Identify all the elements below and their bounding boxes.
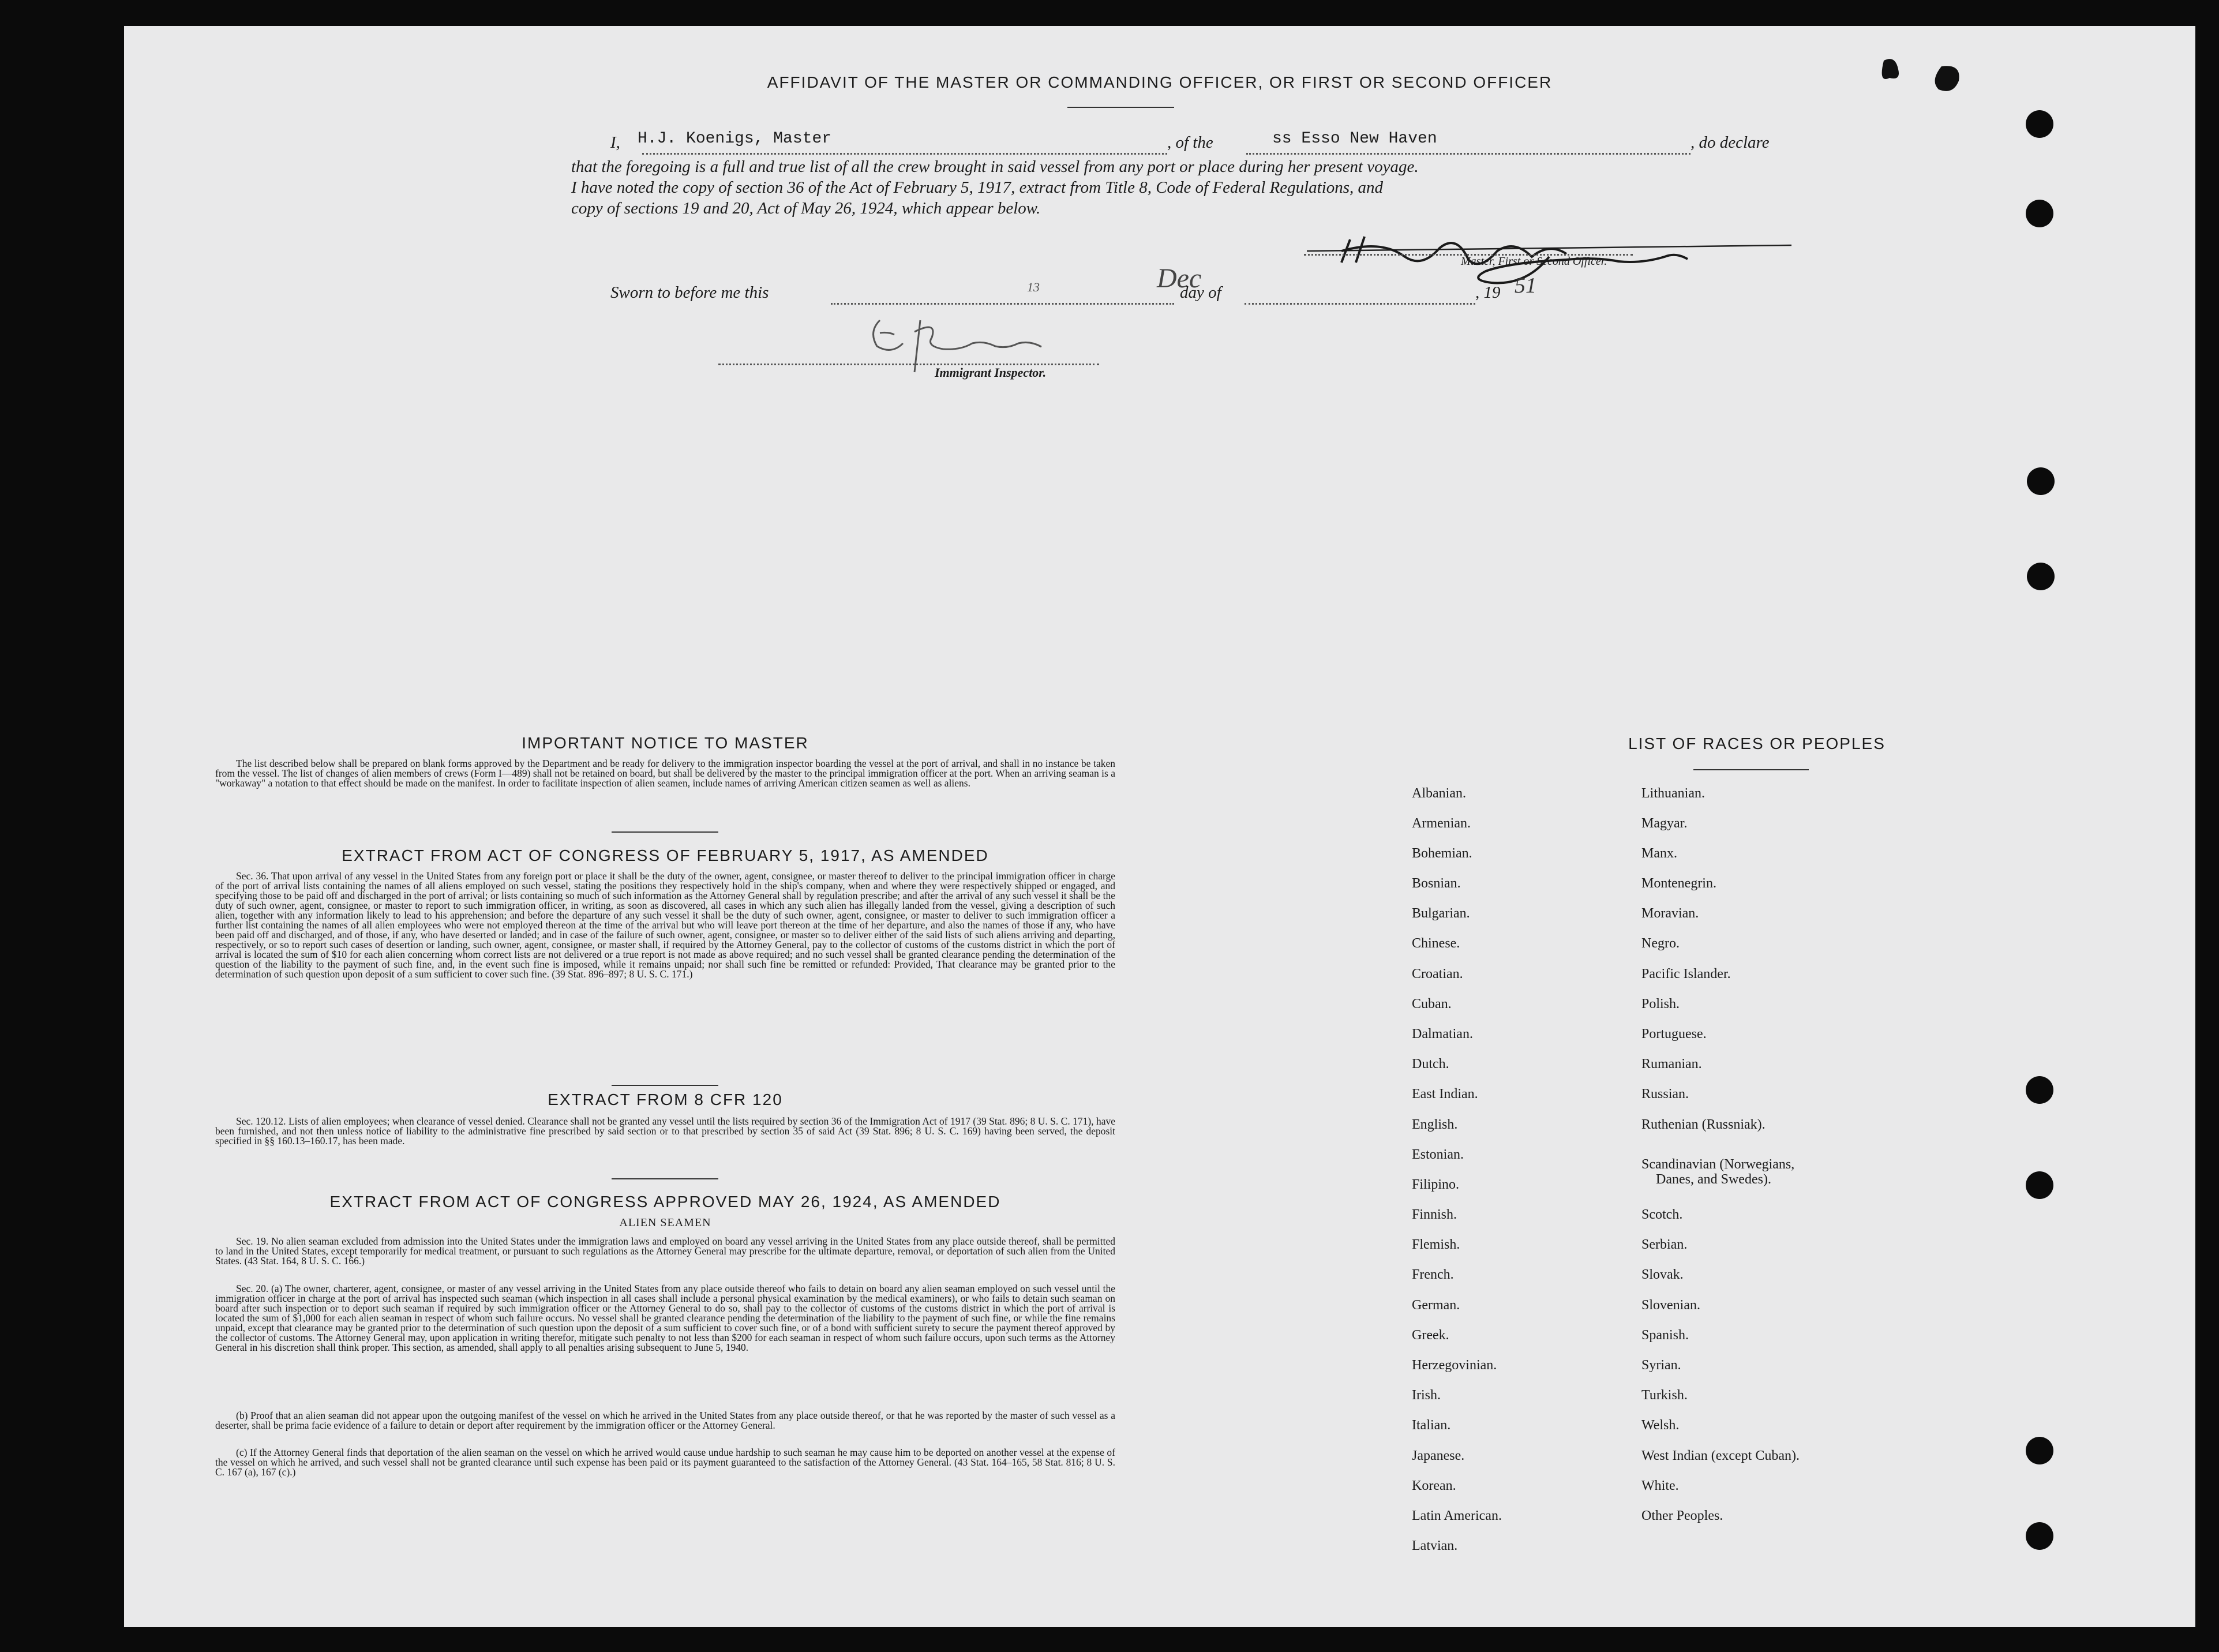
- document-sheet: [124, 26, 2195, 1627]
- race-item: English.: [1412, 1117, 1458, 1132]
- punch-hole: [2026, 110, 2053, 138]
- race-item: Ruthenian (Russniak).: [1641, 1117, 1766, 1132]
- signature-caption: Master, First or Second Officer.: [1461, 255, 1607, 268]
- race-item: Armenian.: [1412, 816, 1471, 831]
- race-item: West Indian (except Cuban).: [1641, 1448, 1800, 1463]
- notice-title: IMPORTANT NOTICE TO MASTER: [522, 734, 809, 752]
- race-item: Korean.: [1412, 1478, 1456, 1493]
- punch-hole: [2026, 1076, 2053, 1104]
- affidavit-line4: copy of sections 19 and 20, Act of May 26, 1924, which appear below.: [571, 199, 1041, 218]
- race-item: Manx.: [1641, 846, 1677, 861]
- race-item: Latin American.: [1412, 1508, 1502, 1523]
- extract-cfr-title: EXTRACT FROM 8 CFR 120: [548, 1091, 783, 1108]
- race-item: Montenegrin.: [1641, 876, 1716, 891]
- race-item: Albanian.: [1412, 786, 1466, 801]
- race-item: Lithuanian.: [1641, 786, 1705, 801]
- race-item: Syrian.: [1641, 1358, 1681, 1373]
- race-item: Negro.: [1641, 936, 1680, 951]
- notice-body: The list described below shall be prepared on blank forms approved by the Department and be ready for delivery to the immigration inspector boarding the vessel at the port of arrival, and shall in no instance be taken from the vessel. The list of changes of alien members of crews (Form I—489) shall not be retained on board, but shall be delivered by the master to the principal immigration officer at the port. When an arriving seaman is a "workaway" a notation to that effect should be made on the manifest. In order to facilitate inspection of alien seamen, include names of arriving American citizen seamen as well as aliens.: [215, 758, 1115, 789]
- race-item: White.: [1641, 1478, 1679, 1493]
- race-item: Pacific Islander.: [1641, 967, 1731, 982]
- punch-hole: [2027, 563, 2055, 590]
- year-prefix: , 19: [1475, 283, 1501, 302]
- race-item: Slovak.: [1641, 1267, 1684, 1282]
- extract-cfr-body: Sec. 120.12. Lists of alien employees; when clearance of vessel denied. Clearance shall not be granted any vessel until the lists required by section 36 of the Immigration Act of 1917 (39 Stat. 896; 8 U. S. C. 171), have been furnished, and not then unless notice of liability to the administrative fine prescribed by said section or to that prescribed by section 35 of said Act (39 Stat. 896; 8 U. S. C. 169) having been served, the deposit specified in §§ 160.13–160.17, has been made.: [215, 1115, 1115, 1147]
- inspector-caption: Immigrant Inspector.: [935, 365, 1047, 380]
- race-item: Russian.: [1641, 1087, 1689, 1102]
- affidavit-line3: I have noted the copy of section 36 of the Act of February 5, 1917, extract from Title 8, Code of Federal Regulations, and: [571, 178, 1384, 197]
- race-item: Japanese.: [1412, 1448, 1465, 1463]
- race-item: Magyar.: [1641, 816, 1688, 831]
- year-handwritten: 51: [1515, 274, 1536, 298]
- race-item: Spanish.: [1641, 1328, 1689, 1343]
- race-item: Bulgarian.: [1412, 906, 1470, 921]
- notice-rule: [612, 831, 718, 833]
- sworn-day-line: [831, 303, 1174, 305]
- extract-1924-sec19: Sec. 19. No alien seaman excluded from admission into the United States under the immigration laws and employed on board any vessel arriving in the United States from any place outside thereof, shall be permitted to land in the United States, except temporarily for medical treatment, or pursuant to such regulations as the Attorney General may prescribe for the ultimate departure, removal, or deportation of such alien from the United States. (43 Stat. 164, 8 U. S. C. 166.): [215, 1235, 1115, 1267]
- vessel-line: [1246, 153, 1691, 155]
- punch-hole: [2026, 1522, 2053, 1550]
- races-rule: [1693, 769, 1809, 770]
- race-item: Filipino.: [1412, 1177, 1460, 1192]
- race-item: Irish.: [1412, 1388, 1441, 1403]
- punch-hole: [2026, 1171, 2053, 1199]
- race-item: Slovenian.: [1641, 1298, 1700, 1313]
- extract-1924-sec20b: (b) Proof that an alien seaman did not appear upon the outgoing manifest of the vessel on which he arrived in the United States from any place outside thereof, or that he was reported by the master of such vessel as a deserter, shall be prima facie evidence of a failure to detain or deport after requirement by the immigration officer or the Attorney General.: [215, 1410, 1115, 1431]
- race-item: Flemish.: [1412, 1237, 1460, 1252]
- extract-1924-subtitle: ALIEN SEAMEN: [619, 1216, 711, 1229]
- race-item: Dalmatian.: [1412, 1027, 1473, 1042]
- race-item: Cuban.: [1412, 997, 1452, 1012]
- race-item: Italian.: [1412, 1418, 1451, 1433]
- race-item: Bohemian.: [1412, 846, 1472, 861]
- race-item: Welsh.: [1641, 1418, 1680, 1433]
- affidavit-title: AFFIDAVIT OF THE MASTER OR COMMANDING OFFICER, OR FIRST OR SECOND OFFICER: [767, 73, 1553, 91]
- sworn-text: Sworn to before me this: [610, 283, 769, 302]
- race-item: Finnish.: [1412, 1207, 1457, 1222]
- master-name-field: H.J. Koenigs, Master: [638, 130, 832, 148]
- race-item: French.: [1412, 1267, 1454, 1282]
- title-rule: [1067, 107, 1174, 108]
- sworn-day-handwritten: 13: [1027, 280, 1040, 294]
- race-item: Dutch.: [1412, 1057, 1449, 1072]
- punch-hole: [2026, 200, 2053, 227]
- race-item: Scotch.: [1641, 1207, 1683, 1222]
- extract-1917-rule: [612, 1085, 718, 1086]
- do-declare-text: , do declare: [1691, 133, 1770, 152]
- race-item: East Indian.: [1412, 1087, 1478, 1102]
- affidavit-line2: that the foregoing is a full and true list of all the crew brought in said vessel from any port or place during her present voyage.: [571, 158, 1419, 176]
- races-title: LIST OF RACES OR PEOPLES: [1628, 735, 1886, 752]
- punch-hole: [2026, 1437, 2053, 1464]
- extract-1917-body: Sec. 36. That upon arrival of any vessel in the United States from any foreign port or place it shall be the duty of the owner, agent, consignee, or master thereof to deliver to the principal immigration officer in charge of the port of arrival lists containing the names of all aliens employed on such vessel, stating the positions they respectively hold in the ship's company, when and where they were respectively shipped or engaged, and specifying those to be paid off and discharged in the port of arrival; or lists containing so much of such information as the Attorney General shall by regulation prescribe; and after the arrival of any such vessel it shall be the duty of such owner, agent, consignee, or master to report to such immigration officer, in writing, as soon as discovered, all cases in which any such alien has illegally landed from the vessel, giving a description of such alien, together with any information likely to lead to his apprehension; and before the departure of any such vessel it shall be the duty of such owner, agent, consignee, or master to deliver to such immigration officer a further list containing the names of all alien employees who were not employed thereon at the time of the arrival but who will leave port thereon at the time of her departure, and also the names of those if any, who have been paid off and discharged, and of those, if any, who have deserted or landed; and in case of the failure of such owner, agent, consignee, or master so to deliver either of the said lists of such aliens arriving and departing, respectively, or so to report such cases of desertion or landing, such owner, agent, consignee, or master shall, if required by the Attorney General, pay to the collector of customs of the customs district in which the port of arrival is located the sum of $10 for each alien concerning whom correct lists are not delivered or a true report is not made as above required; and no such vessel shall be granted clearance pending the determination of the question of the liability to the payment of such fine, and, in the event such fine is imposed, while it remains unpaid; nor shall such fine be remitted or refunded: Provided, That clearance may be granted prior to the determination of such question upon deposit of a sum sufficient to cover such fine. (39 Stat. 896–897; 8 U. S. C. 171.): [215, 870, 1115, 980]
- vessel-name-field: ss Esso New Haven: [1272, 130, 1437, 148]
- race-item: Polish.: [1641, 997, 1680, 1012]
- extract-1924-sec20a: Sec. 20. (a) The owner, charterer, agent, consignee, or master of any vessel arriving in the United States from any place outside thereof who fails to detain on board any alien seaman employed on such vessel until the immigration officer in charge at the port of arrival has inspected such seaman (which inspection in all cases shall include a personal physical examination by the medical examiners), or who fails to detain such seaman on board after such inspection or to deport such seaman if required by such immigration officer or the Attorney General to do so, shall pay to the collector of customs of the customs district in which the port of arrival is located the sum of $1,000 for each alien seaman in respect of whom such failure occurs. No vessel shall be granted clearance pending the determination of the liability to the payment of such fine, or while the fine remains unpaid, except that clearance may be granted prior to the determination of such question upon the deposit of a sum sufficient to cover such fine, or of a bond with sufficient surety to secure the payment thereof approved by the collector of customs. The Attorney General may, upon application in writing therefor, mitigate such penalty to not less than $200 for each seaman in respect of whom such failure occurs, upon such terms as the Attorney General in his discretion shall think proper. This section, as amended, shall apply to all penalties arising subsequent to June 5, 1940.: [215, 1283, 1115, 1353]
- affidavit-i: I,: [610, 133, 620, 152]
- race-item: German.: [1412, 1298, 1460, 1313]
- day-of-text: day of: [1180, 283, 1221, 302]
- race-item: Estonian.: [1412, 1147, 1464, 1162]
- punch-hole: [2027, 467, 2055, 495]
- race-item: Scandinavian (Norwegians,: [1641, 1157, 1795, 1172]
- race-item: Moravian.: [1641, 906, 1699, 921]
- ink-blemish: [1866, 55, 1970, 107]
- race-item: Chinese.: [1412, 936, 1460, 951]
- race-item: Bosnian.: [1412, 876, 1461, 891]
- of-the-text: , of the: [1167, 133, 1213, 152]
- extract-1924-title: EXTRACT FROM ACT OF CONGRESS APPROVED MAY 26, 1924, AS AMENDED: [329, 1193, 1001, 1211]
- race-item: Portuguese.: [1641, 1027, 1707, 1042]
- sworn-month-handwritten: Dec: [1157, 263, 1202, 294]
- race-item: Latvian.: [1412, 1538, 1458, 1553]
- race-item: Croatian.: [1412, 967, 1463, 982]
- extract-cfr-rule: [612, 1178, 718, 1179]
- master-name-line: [642, 153, 1167, 155]
- race-item: Herzegovinian.: [1412, 1358, 1497, 1373]
- race-item: Turkish.: [1641, 1388, 1688, 1403]
- race-item: Danes, and Swedes).: [1656, 1172, 1771, 1187]
- race-item: Other Peoples.: [1641, 1508, 1723, 1523]
- sworn-month-line: [1245, 303, 1475, 305]
- race-item: Greek.: [1412, 1328, 1449, 1343]
- race-item: Serbian.: [1641, 1237, 1688, 1252]
- extract-1924-sec20c: (c) If the Attorney General finds that deportation of the alien seaman on the vessel on which he arrived would cause undue hardship to such seaman he may cause him to be deported on another vessel at the expense of the vessel on which he arrived, and such vessel shall not be granted clearance until such expense has been paid or its payment guaranteed to the satisfaction of the Attorney General. (43 Stat. 164–165, 58 Stat. 816; 8 U. S. C. 167 (a), 167 (c).): [215, 1447, 1115, 1478]
- extract-1917-title: EXTRACT FROM ACT OF CONGRESS OF FEBRUARY 5, 1917, AS AMENDED: [342, 846, 989, 864]
- race-item: Rumanian.: [1641, 1057, 1702, 1072]
